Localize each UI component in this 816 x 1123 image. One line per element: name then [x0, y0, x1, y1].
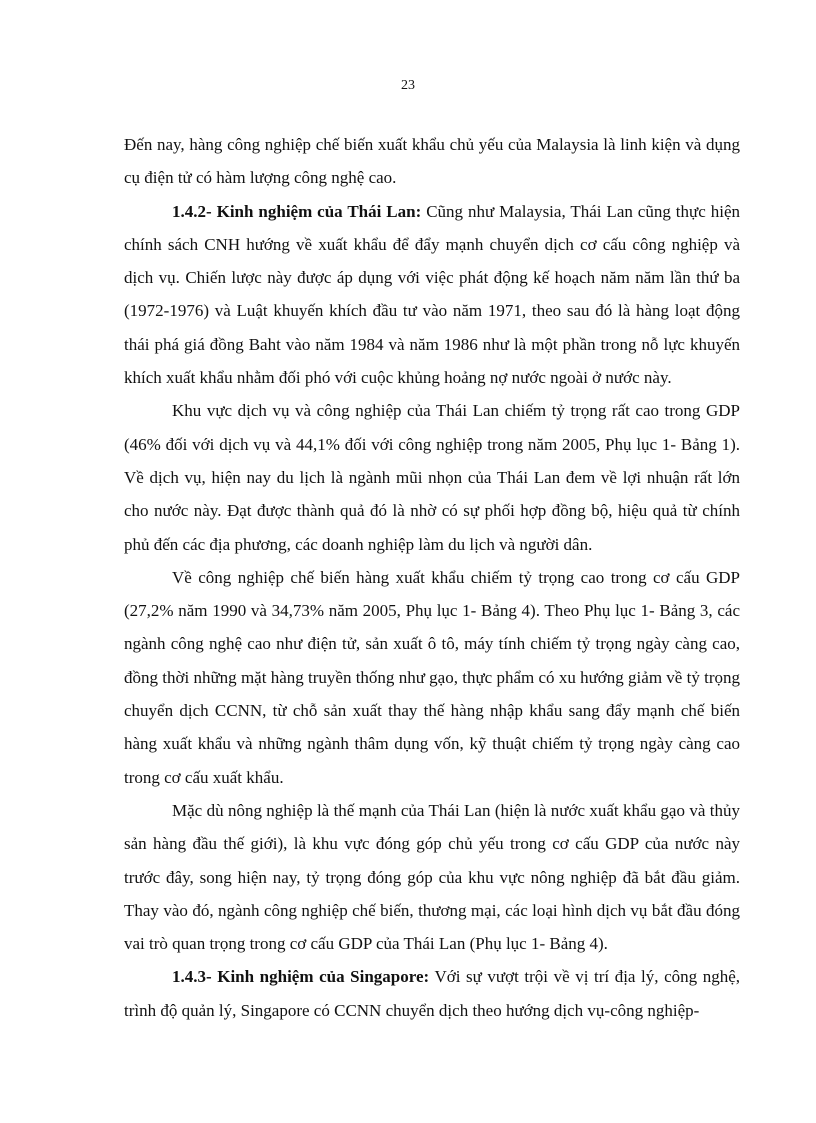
paragraph-text: Với sự vượt trội về vị trí địa lý, công nghệ, trình độ quản lý, Singapore có CCNN chuyển dịch theo hướng dịch vụ-công nghiệp- [124, 967, 740, 1020]
paragraph-text: Mặc dù nông nghiệp là thế mạnh của Thái Lan (hiện là nước xuất khẩu gạo và thủy sản hàng đầu thế giới), là khu vực đóng góp chủ yếu trong cơ cấu GDP của nước này trước đây, song hiện nay, tỷ trọng đóng góp của khu vực nông nghiệp đã bắt đầu giảm. Thay vào đó, ngành công nghiệp chế biến, thương mại, các loại hình dịch vụ bắt đầu đóng vai trò quan trọng trong cơ cấu GDP của Thái Lan (Phụ lục 1- Bảng 4). [124, 800, 740, 954]
paragraph-singapore-heading [124, 960, 740, 1027]
paragraph-text: Về công nghiệp chế biến hàng xuất khẩu chiếm tỷ trọng cao trong cơ cấu GDP (27,2% năm 1990 và 34,73% năm 2005, Phụ lục 1- Bảng 4). Theo Phụ lục 1- Bảng 3, các ngành công nghệ cao như điện tử, sản xuất ô tô, máy tính chiếm tỷ trọng ngày càng cao, đồng thời những mặt hàng truyền thống như gạo, thực phẩm có xu hướng giảm về tỷ trọng chuyển dịch CCNN, từ chỗ sản xuất thay thế hàng nhập khẩu sang đẩy mạnh chế biến hàng xuất khẩu và những ngành thâm dụng vốn, kỹ thuật chiếm tỷ trọng ngày càng cao trong cơ cấu xuất khẩu. [124, 567, 740, 787]
paragraph-text: Khu vực dịch vụ và công nghiệp của Thái Lan chiếm tỷ trọng rất cao trong GDP (46% đối với dịch vụ và 44,1% đối với công nghiệp trong năm 2005, Phụ lục 1- Bảng 1). Về dịch vụ, hiện nay du lịch là ngành mũi nhọn của Thái Lan đem về lợi nhuận rất lớn cho nước này. Đạt được thành quả đó là nhờ có sự phối hợp đồng bộ, hiệu quả từ chính phủ đến các địa phương, các doanh nghiệp làm du lịch và người dân. [124, 401, 740, 554]
paragraph-continuation [124, 128, 740, 195]
paragraph-thailand-heading [124, 195, 740, 395]
paragraph-text: Cũng như Malaysia, Thái Lan cũng thực hiện chính sách CNH hướng về xuất khẩu để đẩy mạnh chuyển dịch cơ cấu công nghiệp và dịch vụ. Chiến lược này được áp dụng với việc phát động kế hoạch năm năm lần thứ ba (1972-1976) và Luật khuyến khích đầu tư vào năm 1971, theo sau đó là hàng loạt động thái phá giá đồng Baht vào năm 1984 và năm 1986 như là một phần trong nỗ lực khuyến khích xuất khẩu nhằm đối phó với cuộc khủng hoảng nợ nước ngoài ở nước này. [124, 201, 740, 388]
paragraph-services-industry [124, 394, 740, 560]
paragraph-text: Đến nay, hàng công nghiệp chế biến xuất khẩu chủ yếu của Malaysia là linh kiện và dụng cụ điện tử có hàm lượng công nghệ cao. [124, 135, 740, 188]
section-heading-thailand: 1.4.2- Kinh nghiệm của Thái Lan: [172, 201, 422, 221]
body-text [124, 128, 740, 1027]
paragraph-agriculture [124, 794, 740, 960]
page-number: 23 [401, 78, 415, 93]
section-heading-singapore: 1.4.3- Kinh nghiệm của Singapore: [172, 967, 430, 987]
paragraph-processing-industry [124, 561, 740, 794]
